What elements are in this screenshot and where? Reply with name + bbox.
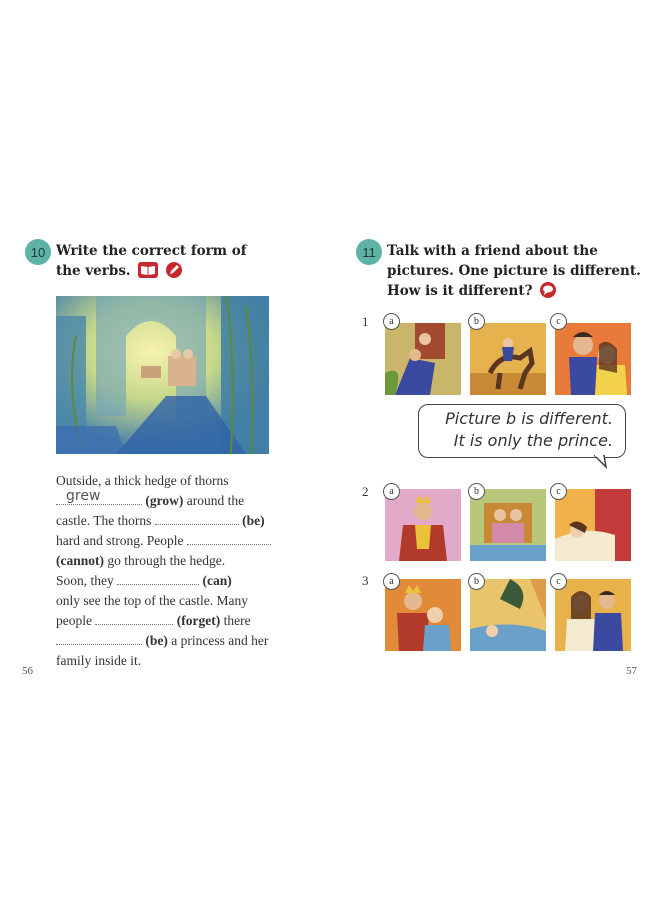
answer-blank[interactable] xyxy=(117,572,199,585)
page-number-right: 57 xyxy=(626,665,637,677)
picture-label: a xyxy=(383,313,400,330)
picture-label: a xyxy=(383,483,400,500)
verb-prompt: (forget) xyxy=(176,613,221,628)
row-number: 1 xyxy=(362,314,369,329)
picture-label: c xyxy=(550,483,567,500)
passage-line: Outside, a thick hedge of thorns xyxy=(56,473,229,488)
title-line-2: pictures. One picture is different. xyxy=(387,263,641,279)
page-number-left: 56 xyxy=(22,665,33,677)
book-icon xyxy=(138,262,158,278)
row-number: 3 xyxy=(362,573,369,588)
exercise-title xyxy=(387,241,641,301)
picture-2c xyxy=(555,489,631,561)
answer-blank[interactable] xyxy=(187,532,271,545)
speech-bubble xyxy=(418,404,626,458)
exercise-number-badge xyxy=(356,239,382,265)
passage-text: there xyxy=(220,613,251,628)
picture-label: b xyxy=(468,573,485,590)
verb-prompt: (be) xyxy=(145,633,168,648)
picture-1a xyxy=(385,323,461,395)
picture-2a xyxy=(385,489,461,561)
picture-3a xyxy=(385,579,461,651)
cloze-passage xyxy=(56,471,286,671)
title-line-1: Talk with a friend about the xyxy=(387,243,598,259)
castle-illustration xyxy=(56,296,269,454)
row-number: 2 xyxy=(362,484,369,499)
picture-3c xyxy=(555,579,631,651)
passage-line: family inside it. xyxy=(56,653,142,668)
picture-label: c xyxy=(550,313,567,330)
exercise-number: 10 xyxy=(30,244,46,260)
verb-prompt: (grow) xyxy=(145,493,184,508)
picture-label: b xyxy=(468,313,485,330)
verb-prompt: (be) xyxy=(242,513,265,528)
pencil-icon xyxy=(166,262,182,278)
passage-line: only see the top of the castle. Many xyxy=(56,593,248,608)
answer-blank[interactable] xyxy=(56,488,142,505)
passage-text: around the xyxy=(183,493,245,508)
speech-line-2: It is only the prince. xyxy=(453,431,613,450)
example-answer: grew xyxy=(66,488,101,504)
passage-text: hard and strong. People xyxy=(56,533,187,548)
speech-bubble-tail xyxy=(594,455,612,469)
passage-text: Soon, they xyxy=(56,573,118,588)
passage-text: go through the hedge. xyxy=(104,553,226,568)
picture-1c xyxy=(555,323,631,395)
answer-blank[interactable] xyxy=(155,512,239,525)
picture-2b xyxy=(470,489,546,561)
passage-text: a princess and her xyxy=(167,633,269,648)
picture-label: b xyxy=(468,483,485,500)
verb-prompt: (can) xyxy=(202,573,232,588)
speech-line-1: Picture b is different. xyxy=(445,409,613,428)
picture-label: c xyxy=(550,573,567,590)
title-line-2: the verbs. xyxy=(56,263,131,279)
exercise-number-badge xyxy=(25,239,51,265)
exercise-title xyxy=(56,241,247,281)
answer-blank[interactable] xyxy=(95,612,173,625)
title-line-1: Write the correct form of xyxy=(56,243,247,259)
picture-1b xyxy=(470,323,546,395)
picture-label: a xyxy=(383,573,400,590)
exercise-number: 11 xyxy=(362,244,376,260)
passage-text: people xyxy=(56,613,96,628)
passage-text: castle. The thorns xyxy=(56,513,155,528)
verb-prompt: (cannot) xyxy=(56,553,104,568)
speech-icon xyxy=(540,282,556,298)
title-line-3: How is it different? xyxy=(387,283,533,299)
answer-blank[interactable] xyxy=(56,632,142,645)
picture-3b xyxy=(470,579,546,651)
